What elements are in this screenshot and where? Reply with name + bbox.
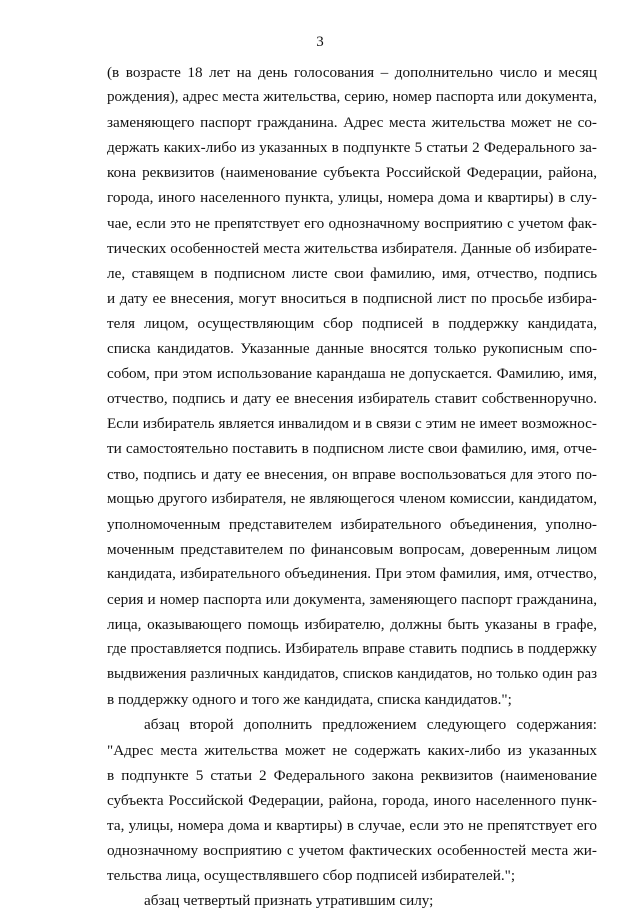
text-line: города, иного населенного пункта, улицы, номера дома и квартиры) в слу- (107, 189, 597, 207)
text-line: мощью другого избирателя, не являющегося членом комиссии, кандидатом, (107, 490, 597, 507)
text-line: субъекта Российской Федерации, района, города, иного населенного пунк- (107, 791, 597, 809)
text-line: и дату ее внесения, могут вноситься в подписной лист по просьбе избира- (107, 289, 597, 307)
text-line: уполномоченным представителем избирательного объединения, уполно- (107, 515, 597, 533)
text-line: тических особенностей места жительства избирателя. Данные об избирате- (107, 239, 597, 257)
text-line: Если избиратель является инвалидом и в связи с этим не имеет возможнос- (107, 415, 597, 433)
text-line: списка кандидатов. Указанные данные вносятся только рукописным спо- (107, 340, 597, 358)
text-line: в поддержку одного и того же кандидата, списка кандидатов."; (107, 691, 512, 709)
text-line: собом, при этом использование карандаша не допускается. Фамилию, имя, (107, 365, 597, 383)
text-line: абзац второй дополнить предложением следующего содержания: (144, 716, 597, 734)
text-line: та, улицы, номера дома и квартиры) в случае, если это не препятствует его (107, 816, 597, 834)
text-line: моченным представителем по финансовым вопросам, доверенным лицом (107, 540, 597, 558)
text-line: рождения), адрес места жительства, серию, номер паспорта или документа, (107, 89, 597, 106)
text-line: отчество, подпись и дату ее внесения избиратель ставит собственноручно. (107, 390, 597, 408)
text-line: абзац четвертый признать утратившим силу; (144, 892, 434, 910)
text-line: кона реквизитов (наименование субъекта Российской Федерации, района, (107, 164, 597, 182)
text-line: кандидата, избирательного объединения. При этом фамилия, имя, отчество, (107, 565, 597, 582)
text-line: в подпункте 5 статьи 2 Федерального закона реквизитов (наименование (107, 766, 597, 784)
text-line: (в возрасте 18 лет на день голосования – дополнительно число и месяц (107, 64, 597, 81)
text-line: выдвижения различных кандидатов, списков кандидатов, но только один раз (107, 666, 597, 683)
text-line: где проставляется подпись. Избиратель вправе ставить подпись в поддержку (107, 641, 597, 658)
text-line: ле, ставящем в подписном листе свои фамилию, имя, отчество, подпись (107, 264, 597, 282)
text-line: теля лицом, осуществляющим сбор подписей в поддержку кандидата, (107, 314, 597, 332)
text-line: тельства лица, осуществлявшего сбор подписей избирателей."; (107, 867, 516, 884)
text-line: заменяющего паспорт гражданина. Адрес места жительства может не со- (107, 114, 597, 132)
text-line: держать каких-либо из указанных в подпункте 5 статьи 2 Федерального за- (107, 139, 597, 157)
body-text (107, 60, 597, 913)
text-line: ти самостоятельно поставить в подписном листе свои фамилию, имя, отче- (107, 440, 597, 458)
text-line: однозначному восприятию с учетом фактических особенностей места жи- (107, 841, 597, 859)
text-line: лица, оказывающего помощь избирателю, должны быть указаны в графе, (107, 616, 597, 634)
text-line: серия и номер паспорта или документа, заменяющего паспорт гражданина, (107, 590, 597, 608)
text-line: ство, подпись и дату ее внесения, он вправе воспользоваться для этого по- (107, 465, 597, 483)
page-number: 3 (316, 34, 324, 50)
text-line: "Адрес места жительства может не содержать каких-либо из указанных (107, 741, 597, 759)
text-line: чае, если это не препятствует его однозначному восприятию с учетом фак- (107, 214, 597, 232)
